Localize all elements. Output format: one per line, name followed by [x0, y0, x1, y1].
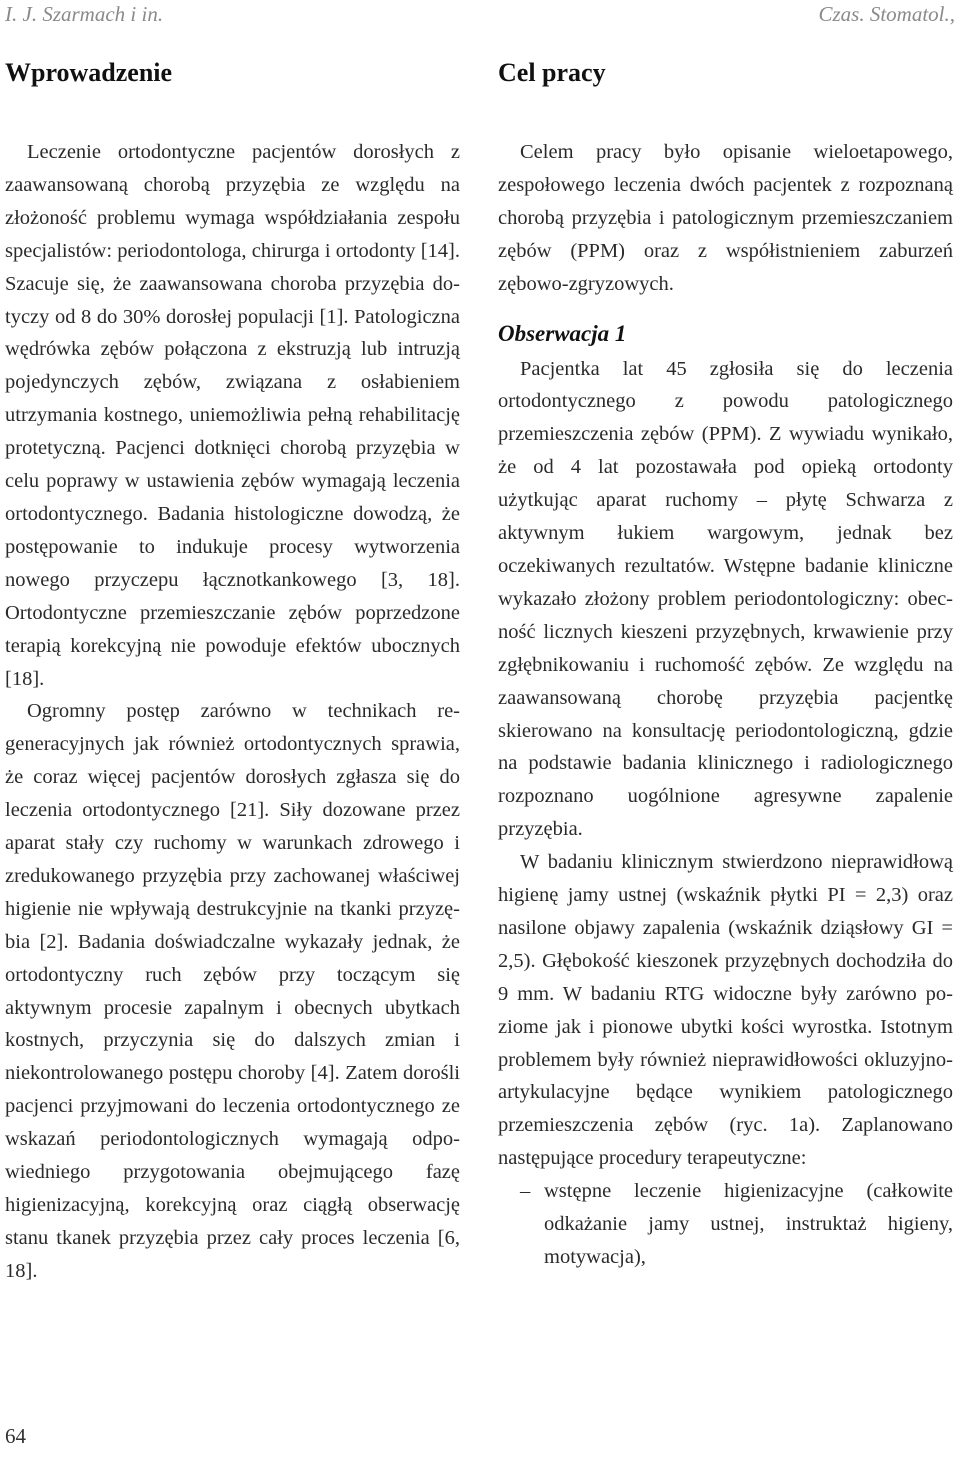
section-heading-aim: Cel pracy [498, 58, 606, 87]
right-column [498, 56, 953, 1274]
procedure-list-item [498, 1175, 953, 1274]
section-heading-introduction: Wprowadzenie [5, 58, 173, 87]
introduction-paragraph-1: Leczenie ortodontyczne pacjentów dorosłych z zaawansowaną chorobą przyzębia ze względu na złożoność problemu wymaga współdziałania zespołu specjalistów: periodontologa, chirurga i ortodonty [14]. Szacuje się, że zaawansowana choroba przyzębia dotyczy od 8 do 30% dorosłej populacji [1]. Patologiczna wędrówka zębów połączona z ekstruzją lub intruzją pojedynczych zębów, związana z osłabieniem utrzymania kostnego, uniemożliwia pełną rehabilitację protetyczną. Pacjenci dotknięci chorobą przyzębia w celu poprawy w ustawienia zębów wymagają leczenia ortodontycznego. Badania histologiczne dowodzą, że postępowanie to indukuje procesy wytworzenia nowego przyczepu łącznotkankowego [3, 18]. Ortodontyczne przemieszczanie zębów poprzedzone terapią korekcyjną nie powoduje efektów ubocznych [18]. [5, 141, 460, 690]
aim-paragraph: Celem pracy było opisanie wieloetapowego, zespołowego leczenia dwóch pacjentek z rozpoznaną chorobą przyzębia i patologicznym przemieszczaniem zębów (PPM) oraz z współistnieniem zaburzeń zębowo-zgryzowych. [498, 141, 953, 295]
running-head-journal: Czas. Stomatol., [818, 2, 955, 26]
case-paragraph-1: Pacjentka lat 45 zgłosiła się do leczenia ortodontycznego z powodu patologicznego przemieszczenia zębów (PPM). Z wywiadu wynikało, że od 4 lat pozostawała pod opieką ortodonty użytkując aparat ruchomy – płytę Schwarza z aktywnym łukiem wargowym, jednak bez oczekiwanych rezultatów. Wstępne badanie kliniczne wykazało złożony problem periodontologiczny: obecność licznych kieszeni przyzębnych, krwawienie przy zgłębnikowaniu i ruchomość zębów. Ze względu na zaawansowaną chorobę przyzębia pacjentkę skierowano na konsultację periodontologiczną, gdzie na podstawie badania klinicznego i radiologicznego rozpoznano uogólnione agresywne zapalenie przyzębia. [498, 357, 953, 841]
left-column [5, 56, 460, 1288]
running-head-authors: I. J. Szarmach i in. [5, 2, 164, 26]
page-number: 64 [5, 1424, 26, 1448]
list-dash-marker: – [520, 1180, 531, 1203]
procedure-text: wstępne leczenie higienizacyjne (całkowite odkażanie jamy ustnej, instruktaż higieny, motywacja), [544, 1180, 953, 1268]
procedure-list [498, 1175, 953, 1274]
introduction-paragraph-2: Ogromny postęp zarówno w technikach regeneracyjnych jak również ortodontycznych sprawia, że coraz więcej pacjentów dorosłych zgłasza się do leczenia ortodontycznego [21]. Siły dozowane przez aparat stały czy ruchomy w warunkach zdrowego i zredukowanego przyzębia przy zachowanej właściwej higienie nie wpływają destrukcyjnie na tkanki przyzębia [2]. Badania doświadczalne wykazały jednak, że ortodontyczny ruch zębów przy toczącym się aktywnym procesie zapalnym i obecnych ubytkach kostnych, przyczynia się do dalszych zmian i niekontrolowanego postępu choroby [4]. Zatem dorośli pacjenci przyjmowani do leczenia ortodontycznego ze wskazań periodontologicznych wymagają odpowiedniego przygotowania obejmującego fazę higienizacyjną, korekcyjną oraz ciągłą obserwację stanu tkanek przyzębia przez cały proces leczenia [6, 18]. [5, 700, 460, 1282]
case-paragraph-2: W badaniu klinicznym stwierdzono nieprawidłową higienę jamy ustnej (wskaźnik płytki PI = 2,3) oraz nasilone objawy zapalenia (wskaźnik dziąsłowy GI = 2,5). Głębokość kieszonek przyzębnych dochodziła do 9 mm. W badaniu RTG widoczne były zarówno poziome jak i pionowe ubytki kości wyrostka. Istotnym problemem były również nieprawidłowości okluzyjno-artykulacyjne będące wynikiem patologicznego przemieszczenia zębów (ryc. 1a). Zaplanowano następujące procedury terapeutyczne: [498, 851, 953, 1170]
case-heading-observation-1: Obserwacja 1 [498, 320, 627, 346]
running-head [5, 0, 955, 30]
